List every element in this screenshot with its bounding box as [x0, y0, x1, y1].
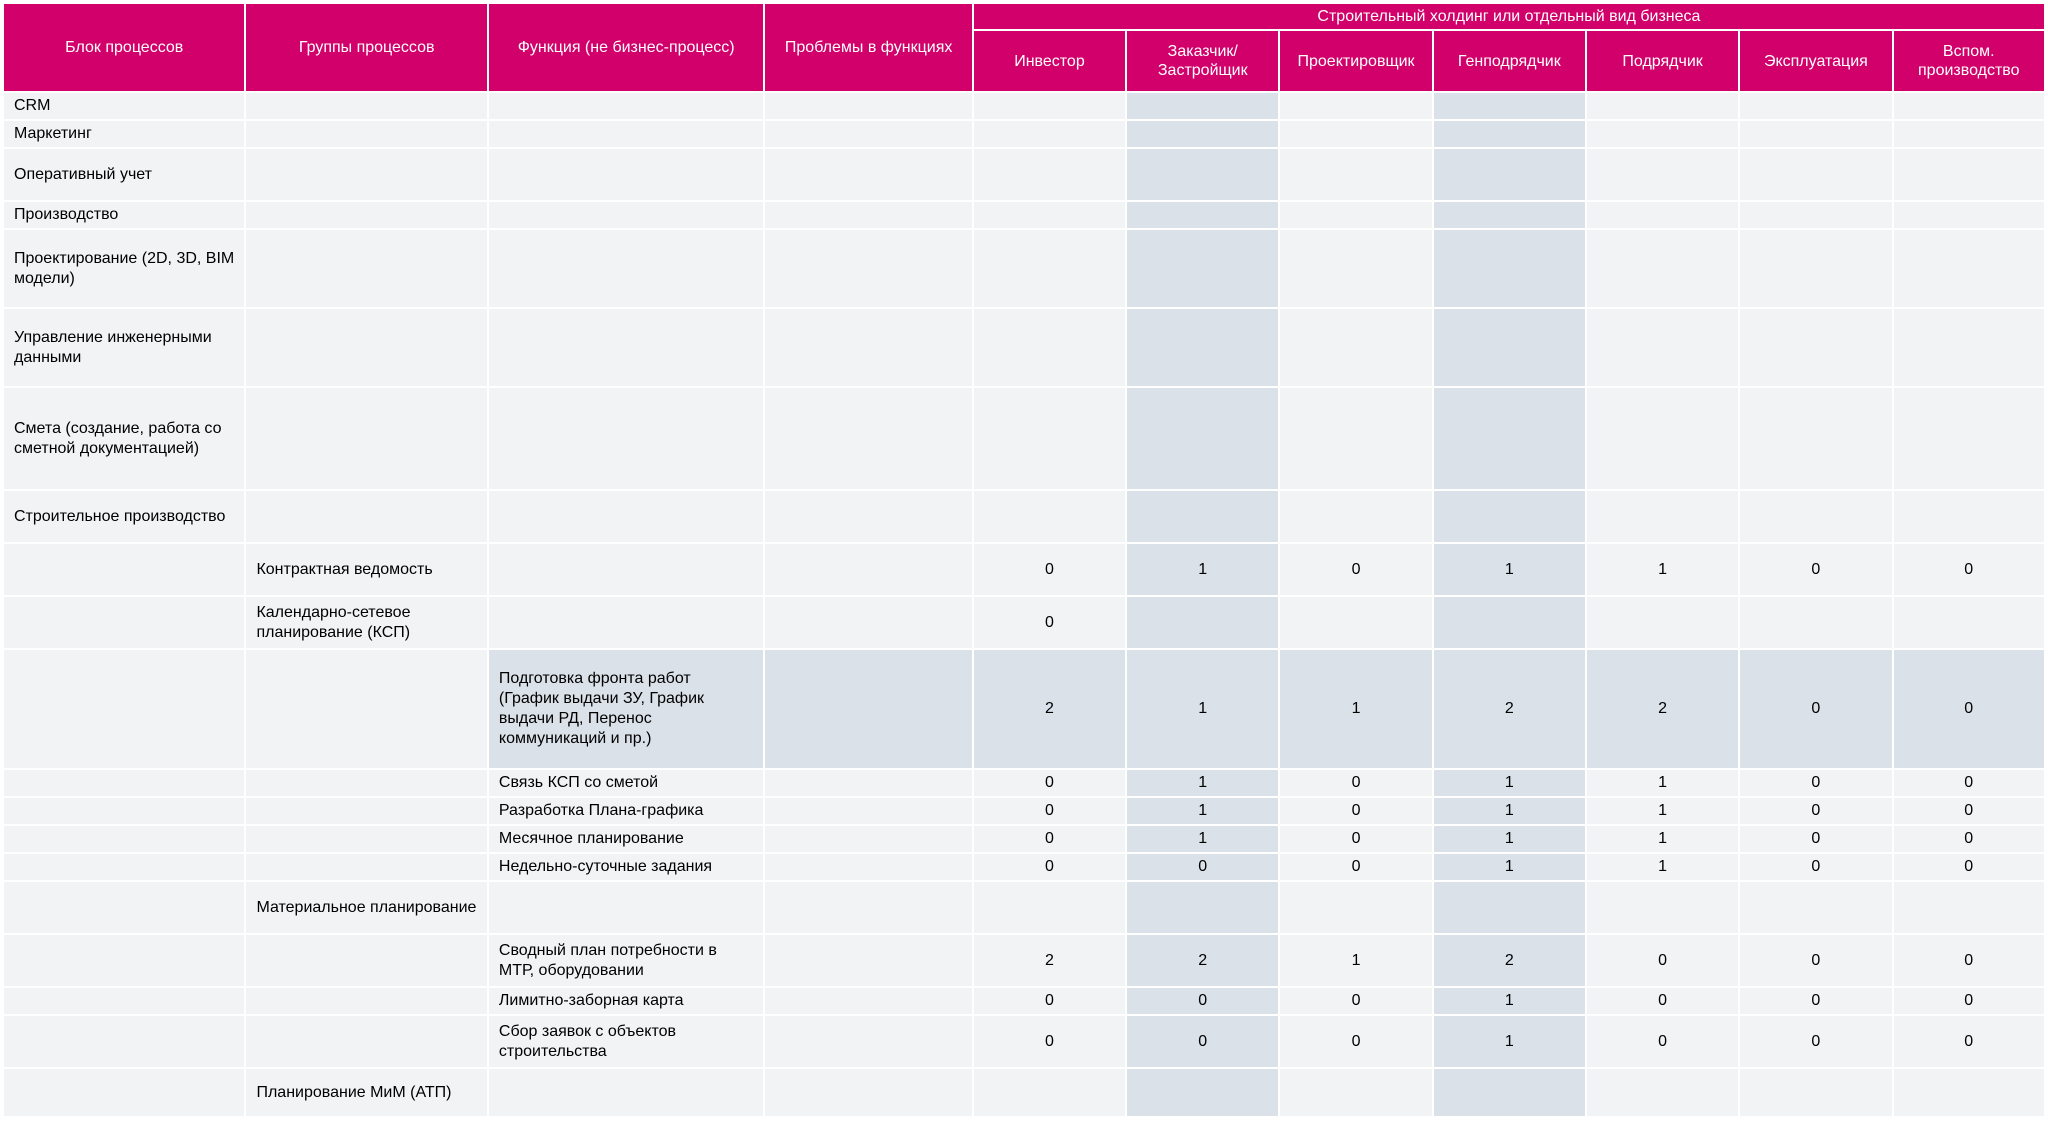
value-cell: 0: [974, 770, 1125, 796]
value-cell: [1587, 202, 1738, 228]
problem-cell: [765, 202, 971, 228]
value-cell: 1: [1127, 826, 1278, 852]
value-cell: [1894, 491, 2044, 542]
table-row: [4, 597, 2044, 648]
block-cell: [4, 798, 244, 824]
value-cell: 0: [1894, 935, 2044, 986]
value-cell: [1280, 388, 1431, 489]
block-cell: [4, 770, 244, 796]
value-cell: [1280, 1069, 1431, 1116]
group-cell: [246, 1016, 486, 1067]
function-cell: [489, 1069, 764, 1116]
problem-cell: [765, 770, 971, 796]
value-cell: [1434, 202, 1585, 228]
group-cell: Календарно-сетевое планирование (КСП): [246, 597, 486, 648]
value-cell: [1127, 121, 1278, 147]
group-cell: [246, 93, 486, 119]
header-role: Инвестор: [974, 31, 1125, 91]
problem-cell: [765, 230, 971, 307]
block-cell: [4, 826, 244, 852]
value-cell: [1127, 1069, 1278, 1116]
value-cell: [974, 882, 1125, 933]
value-cell: 0: [1280, 798, 1431, 824]
function-cell: [489, 544, 764, 595]
value-cell: [1894, 597, 2044, 648]
value-cell: 0: [1740, 826, 1891, 852]
value-cell: [1434, 149, 1585, 200]
table-row: [4, 1016, 2044, 1067]
group-cell: [246, 230, 486, 307]
value-cell: 1: [1127, 650, 1278, 768]
problem-cell: [765, 544, 971, 595]
value-cell: [1434, 491, 1585, 542]
value-cell: [1894, 882, 2044, 933]
block-cell: CRM: [4, 93, 244, 119]
value-cell: [1280, 121, 1431, 147]
value-cell: [1894, 1069, 2044, 1116]
value-cell: 2: [1434, 650, 1585, 768]
value-cell: [1740, 882, 1891, 933]
value-cell: [1894, 309, 2044, 386]
value-cell: [1434, 1069, 1585, 1116]
group-cell: [246, 388, 486, 489]
function-cell: Лимитно-заборная карта: [489, 988, 764, 1014]
value-cell: [1894, 93, 2044, 119]
table-row: [4, 93, 2044, 119]
table-row: [4, 988, 2044, 1014]
table-row: [4, 854, 2044, 880]
group-cell: [246, 854, 486, 880]
value-cell: 0: [1740, 988, 1891, 1014]
value-cell: 2: [1587, 650, 1738, 768]
value-cell: 2: [1127, 935, 1278, 986]
value-cell: [1280, 882, 1431, 933]
function-cell: Подготовка фронта работ (График выдачи ЗУ, График выдачи РД, Перенос коммуникаций и пр.): [489, 650, 764, 768]
value-cell: 1: [1434, 1016, 1585, 1067]
function-cell: [489, 388, 764, 489]
function-cell: [489, 93, 764, 119]
table-row: [4, 230, 2044, 307]
value-cell: [1587, 491, 1738, 542]
problem-cell: [765, 491, 971, 542]
table-row: [4, 1069, 2044, 1116]
value-cell: [1740, 491, 1891, 542]
table-row: [4, 202, 2044, 228]
value-cell: 1: [1127, 544, 1278, 595]
function-cell: [489, 309, 764, 386]
value-cell: [974, 309, 1125, 386]
value-cell: [1587, 1069, 1738, 1116]
block-cell: Оперативный учет: [4, 149, 244, 200]
table-row: [4, 121, 2044, 147]
value-cell: [1127, 93, 1278, 119]
value-cell: 0: [974, 854, 1125, 880]
value-cell: [1587, 597, 1738, 648]
value-cell: [1434, 309, 1585, 386]
value-cell: 1: [1434, 798, 1585, 824]
block-cell: [4, 988, 244, 1014]
problem-cell: [765, 988, 971, 1014]
problem-cell: [765, 149, 971, 200]
value-cell: 1: [1434, 770, 1585, 796]
value-cell: 0: [1740, 650, 1891, 768]
value-cell: 1: [1587, 854, 1738, 880]
table-row: [4, 826, 2044, 852]
block-cell: Управление инженерными данными: [4, 309, 244, 386]
function-cell: [489, 597, 764, 648]
problem-cell: [765, 1069, 971, 1116]
block-cell: [4, 1069, 244, 1116]
problem-cell: [765, 798, 971, 824]
block-cell: [4, 854, 244, 880]
group-cell: [246, 935, 486, 986]
header-groups: Группы процессов: [246, 4, 486, 91]
function-cell: [489, 230, 764, 307]
function-cell: Разработка Плана-графика: [489, 798, 764, 824]
block-cell: [4, 650, 244, 768]
header-role: Проектировщик: [1280, 31, 1431, 91]
value-cell: 0: [1280, 988, 1431, 1014]
group-cell: [246, 202, 486, 228]
value-cell: [1740, 202, 1891, 228]
value-cell: [1740, 388, 1891, 489]
group-cell: [246, 149, 486, 200]
value-cell: [1740, 230, 1891, 307]
table-row: [4, 388, 2044, 489]
problem-cell: [765, 826, 971, 852]
value-cell: 1: [1587, 798, 1738, 824]
value-cell: [1740, 1069, 1891, 1116]
value-cell: [974, 388, 1125, 489]
function-cell: [489, 149, 764, 200]
block-cell: Смета (создание, работа со сметной документацией): [4, 388, 244, 489]
value-cell: [1280, 93, 1431, 119]
function-cell: Сбор заявок с объектов строительства: [489, 1016, 764, 1067]
value-cell: [1587, 93, 1738, 119]
value-cell: 1: [1587, 544, 1738, 595]
header-holding: Строительный холдинг или отдельный вид бизнеса: [974, 4, 2044, 29]
value-cell: [1280, 149, 1431, 200]
value-cell: 0: [1894, 826, 2044, 852]
process-matrix-table: [2, 2, 2046, 1118]
value-cell: 0: [1280, 544, 1431, 595]
group-cell: [246, 798, 486, 824]
value-cell: [974, 121, 1125, 147]
value-cell: 0: [1280, 854, 1431, 880]
value-cell: [974, 202, 1125, 228]
value-cell: [1740, 149, 1891, 200]
value-cell: 0: [1740, 798, 1891, 824]
value-cell: 0: [1280, 770, 1431, 796]
value-cell: [1434, 230, 1585, 307]
value-cell: 0: [1587, 935, 1738, 986]
group-cell: [246, 988, 486, 1014]
value-cell: [1127, 230, 1278, 307]
value-cell: 0: [1894, 544, 2044, 595]
value-cell: [1587, 121, 1738, 147]
block-cell: [4, 935, 244, 986]
value-cell: 0: [1740, 1016, 1891, 1067]
table-row-highlighted: [4, 650, 2044, 768]
group-cell: [246, 826, 486, 852]
function-cell: [489, 202, 764, 228]
value-cell: [974, 491, 1125, 542]
value-cell: 1: [1587, 770, 1738, 796]
header-function: Функция (не бизнес-процесс): [489, 4, 764, 91]
value-cell: [1127, 149, 1278, 200]
problem-cell: [765, 854, 971, 880]
value-cell: 0: [974, 544, 1125, 595]
value-cell: 1: [1434, 988, 1585, 1014]
function-cell: Сводный план потребности в МТР, оборудовании: [489, 935, 764, 986]
value-cell: [1740, 121, 1891, 147]
value-cell: [1894, 230, 2044, 307]
value-cell: 0: [974, 1016, 1125, 1067]
problem-cell: [765, 93, 971, 119]
block-cell: [4, 544, 244, 595]
block-cell: [4, 882, 244, 933]
value-cell: [1434, 597, 1585, 648]
value-cell: 0: [1740, 854, 1891, 880]
header-role: Генподрядчик: [1434, 31, 1585, 91]
value-cell: [1587, 309, 1738, 386]
value-cell: [1894, 388, 2044, 489]
value-cell: [1127, 309, 1278, 386]
table-row: [4, 935, 2044, 986]
group-cell: [246, 121, 486, 147]
function-cell: [489, 882, 764, 933]
value-cell: 0: [974, 988, 1125, 1014]
problem-cell: [765, 1016, 971, 1067]
value-cell: 1: [1434, 544, 1585, 595]
value-cell: [974, 230, 1125, 307]
value-cell: 1: [1434, 854, 1585, 880]
value-cell: [1587, 388, 1738, 489]
value-cell: 0: [1280, 1016, 1431, 1067]
problem-cell: [765, 597, 971, 648]
block-cell: Строительное производство: [4, 491, 244, 542]
value-cell: 0: [1894, 1016, 2044, 1067]
table-row: [4, 882, 2044, 933]
value-cell: 0: [1894, 770, 2044, 796]
value-cell: 0: [1894, 854, 2044, 880]
value-cell: [1127, 388, 1278, 489]
value-cell: [1127, 882, 1278, 933]
function-cell: [489, 491, 764, 542]
value-cell: [974, 149, 1125, 200]
problem-cell: [765, 650, 971, 768]
value-cell: [974, 1069, 1125, 1116]
header-role: Подрядчик: [1587, 31, 1738, 91]
group-cell: [246, 309, 486, 386]
function-cell: Связь КСП со сметой: [489, 770, 764, 796]
value-cell: [1587, 882, 1738, 933]
value-cell: 0: [1894, 650, 2044, 768]
value-cell: 0: [1127, 854, 1278, 880]
value-cell: 1: [1280, 650, 1431, 768]
value-cell: [1127, 491, 1278, 542]
problem-cell: [765, 935, 971, 986]
problem-cell: [765, 309, 971, 386]
value-cell: 1: [1434, 826, 1585, 852]
table-row: [4, 149, 2044, 200]
value-cell: 0: [1740, 544, 1891, 595]
value-cell: [1894, 121, 2044, 147]
group-cell: Материальное планирование: [246, 882, 486, 933]
value-cell: [1434, 121, 1585, 147]
value-cell: 0: [1740, 770, 1891, 796]
value-cell: [1434, 388, 1585, 489]
value-cell: 2: [1434, 935, 1585, 986]
function-cell: [489, 121, 764, 147]
value-cell: 0: [974, 798, 1125, 824]
value-cell: [1434, 882, 1585, 933]
value-cell: [1127, 597, 1278, 648]
value-cell: 2: [974, 650, 1125, 768]
value-cell: [1280, 491, 1431, 542]
block-cell: [4, 597, 244, 648]
value-cell: [1740, 93, 1891, 119]
block-cell: Маркетинг: [4, 121, 244, 147]
function-cell: Месячное планирование: [489, 826, 764, 852]
value-cell: [1894, 202, 2044, 228]
problem-cell: [765, 882, 971, 933]
value-cell: [1280, 309, 1431, 386]
value-cell: 0: [974, 597, 1125, 648]
group-cell: [246, 491, 486, 542]
header-role: Эксплуатация: [1740, 31, 1891, 91]
function-cell: Недельно-суточные задания: [489, 854, 764, 880]
value-cell: 0: [1127, 1016, 1278, 1067]
value-cell: 0: [1127, 988, 1278, 1014]
table-row: [4, 798, 2044, 824]
value-cell: [1740, 597, 1891, 648]
header-problems: Проблемы в функциях: [765, 4, 971, 91]
value-cell: 1: [1127, 798, 1278, 824]
value-cell: [1280, 230, 1431, 307]
problem-cell: [765, 388, 971, 489]
value-cell: 0: [1894, 988, 2044, 1014]
value-cell: [1740, 309, 1891, 386]
value-cell: 2: [974, 935, 1125, 986]
value-cell: [1587, 149, 1738, 200]
value-cell: [974, 93, 1125, 119]
table-row: [4, 544, 2044, 595]
group-cell: [246, 650, 486, 768]
block-cell: Проектирование (2D, 3D, BIM модели): [4, 230, 244, 307]
value-cell: [1127, 202, 1278, 228]
header-role: Вспом. производство: [1894, 31, 2044, 91]
value-cell: 0: [1740, 935, 1891, 986]
table-row: [4, 309, 2044, 386]
table-row: [4, 491, 2044, 542]
value-cell: 1: [1587, 826, 1738, 852]
value-cell: [1587, 230, 1738, 307]
value-cell: [1434, 93, 1585, 119]
table-row: [4, 770, 2044, 796]
value-cell: [1280, 202, 1431, 228]
block-cell: [4, 1016, 244, 1067]
group-cell: [246, 770, 486, 796]
block-cell: Производство: [4, 202, 244, 228]
problem-cell: [765, 121, 971, 147]
value-cell: 1: [1280, 935, 1431, 986]
group-cell: Контрактная ведомость: [246, 544, 486, 595]
value-cell: 0: [1280, 826, 1431, 852]
group-cell: Планирование МиМ (АТП): [246, 1069, 486, 1116]
value-cell: [1894, 149, 2044, 200]
value-cell: 0: [1587, 1016, 1738, 1067]
value-cell: 0: [1894, 798, 2044, 824]
value-cell: [1280, 597, 1431, 648]
value-cell: 0: [974, 826, 1125, 852]
header-role: Заказчик/ Застройщик: [1127, 31, 1278, 91]
value-cell: 0: [1587, 988, 1738, 1014]
header-block: Блок процессов: [4, 4, 244, 91]
value-cell: 1: [1127, 770, 1278, 796]
